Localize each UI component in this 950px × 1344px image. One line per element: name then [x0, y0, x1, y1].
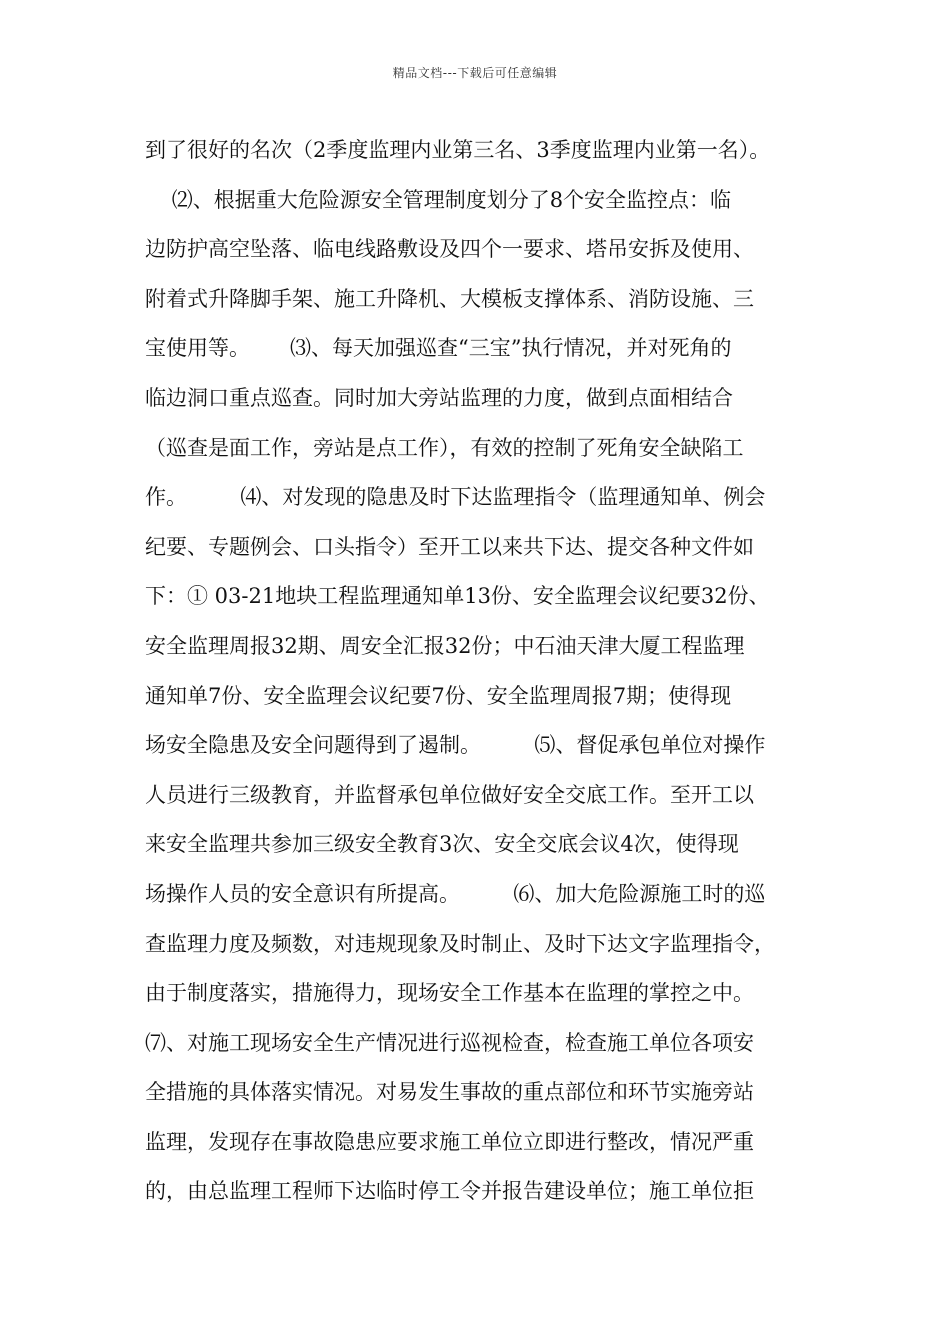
- text-line: 到了很好的名次（2季度监理内业第三名、3季度监理内业第一名）。: [145, 138, 771, 162]
- text-line: 人员进行三级教育，并监督承包单位做好安全交底工作。至开工以: [145, 782, 754, 807]
- text-line: 全措施的具体落实情况。对易发生事故的重点部位和环节实施旁站: [145, 1080, 754, 1105]
- text-line: 作。 ⑷、对发现的隐患及时下达监理指令（监理通知单、例会: [145, 485, 766, 510]
- text-line: 场操作人员的安全意识有所提高。 ⑹、加大危险源施工时的巡: [145, 881, 766, 906]
- document-body: [145, 126, 815, 1217]
- text-line: ⑵、根据重大危险源安全管理制度划分了8个安全监控点：临: [145, 187, 732, 212]
- text-line: 监理，发现存在事故隐患应要求施工单位立即进行整改，情况严重: [145, 1129, 754, 1154]
- text-line: 下：① 03-21地块工程监理通知单13份、安全监理会议纪要32份、: [145, 584, 770, 609]
- page-header-note: 精品文档---下载后可任意编辑: [392, 66, 558, 80]
- text-line: 的，由总监理工程师下达临时停工令并报告建设单位；施工单位拒: [145, 1179, 754, 1204]
- text-line: 安全监理周报32期、周安全汇报32份；中石油天津大厦工程监理: [145, 633, 745, 658]
- text-line: （巡查是面工作，旁站是点工作），有效的控制了死角安全缺陷工: [145, 435, 744, 460]
- text-line: 纪要、专题例会、口头指令）至开工以来共下达、提交各种文件如: [145, 534, 754, 559]
- text-line: 边防护高空坠落、临电线路敷设及四个一要求、塔吊安拆及使用、: [145, 237, 754, 262]
- text-line: 附着式升降脚手架、施工升降机、大模板支撑体系、消防设施、三: [145, 286, 754, 311]
- text-line: ⑺、对施工现场安全生产情况进行巡视检查，检查施工单位各项安: [145, 1030, 754, 1055]
- text-line: 由于制度落实，措施得力，现场安全工作基本在监理的掌控之中。: [145, 981, 754, 1006]
- text-line: 来安全监理共参加三级安全教育3次、安全交底会议4次，使得现: [145, 832, 739, 857]
- text-line: 通知单7份、安全监理会议纪要7份、安全监理周报7期；使得现: [145, 683, 732, 708]
- text-line: 场安全隐患及安全问题得到了遏制。 ⑸、督促承包单位对操作: [145, 733, 766, 758]
- text-line: 查监理力度及频数，对违规现象及时制止、及时下达文字监理指令，: [145, 931, 775, 956]
- text-line: 宝使用等。 ⑶、每天加强巡查“三宝”执行情况，并对死角的: [145, 336, 732, 361]
- text-line: 临边洞口重点巡查。同时加大旁站监理的力度，做到点面相结合: [145, 385, 733, 410]
